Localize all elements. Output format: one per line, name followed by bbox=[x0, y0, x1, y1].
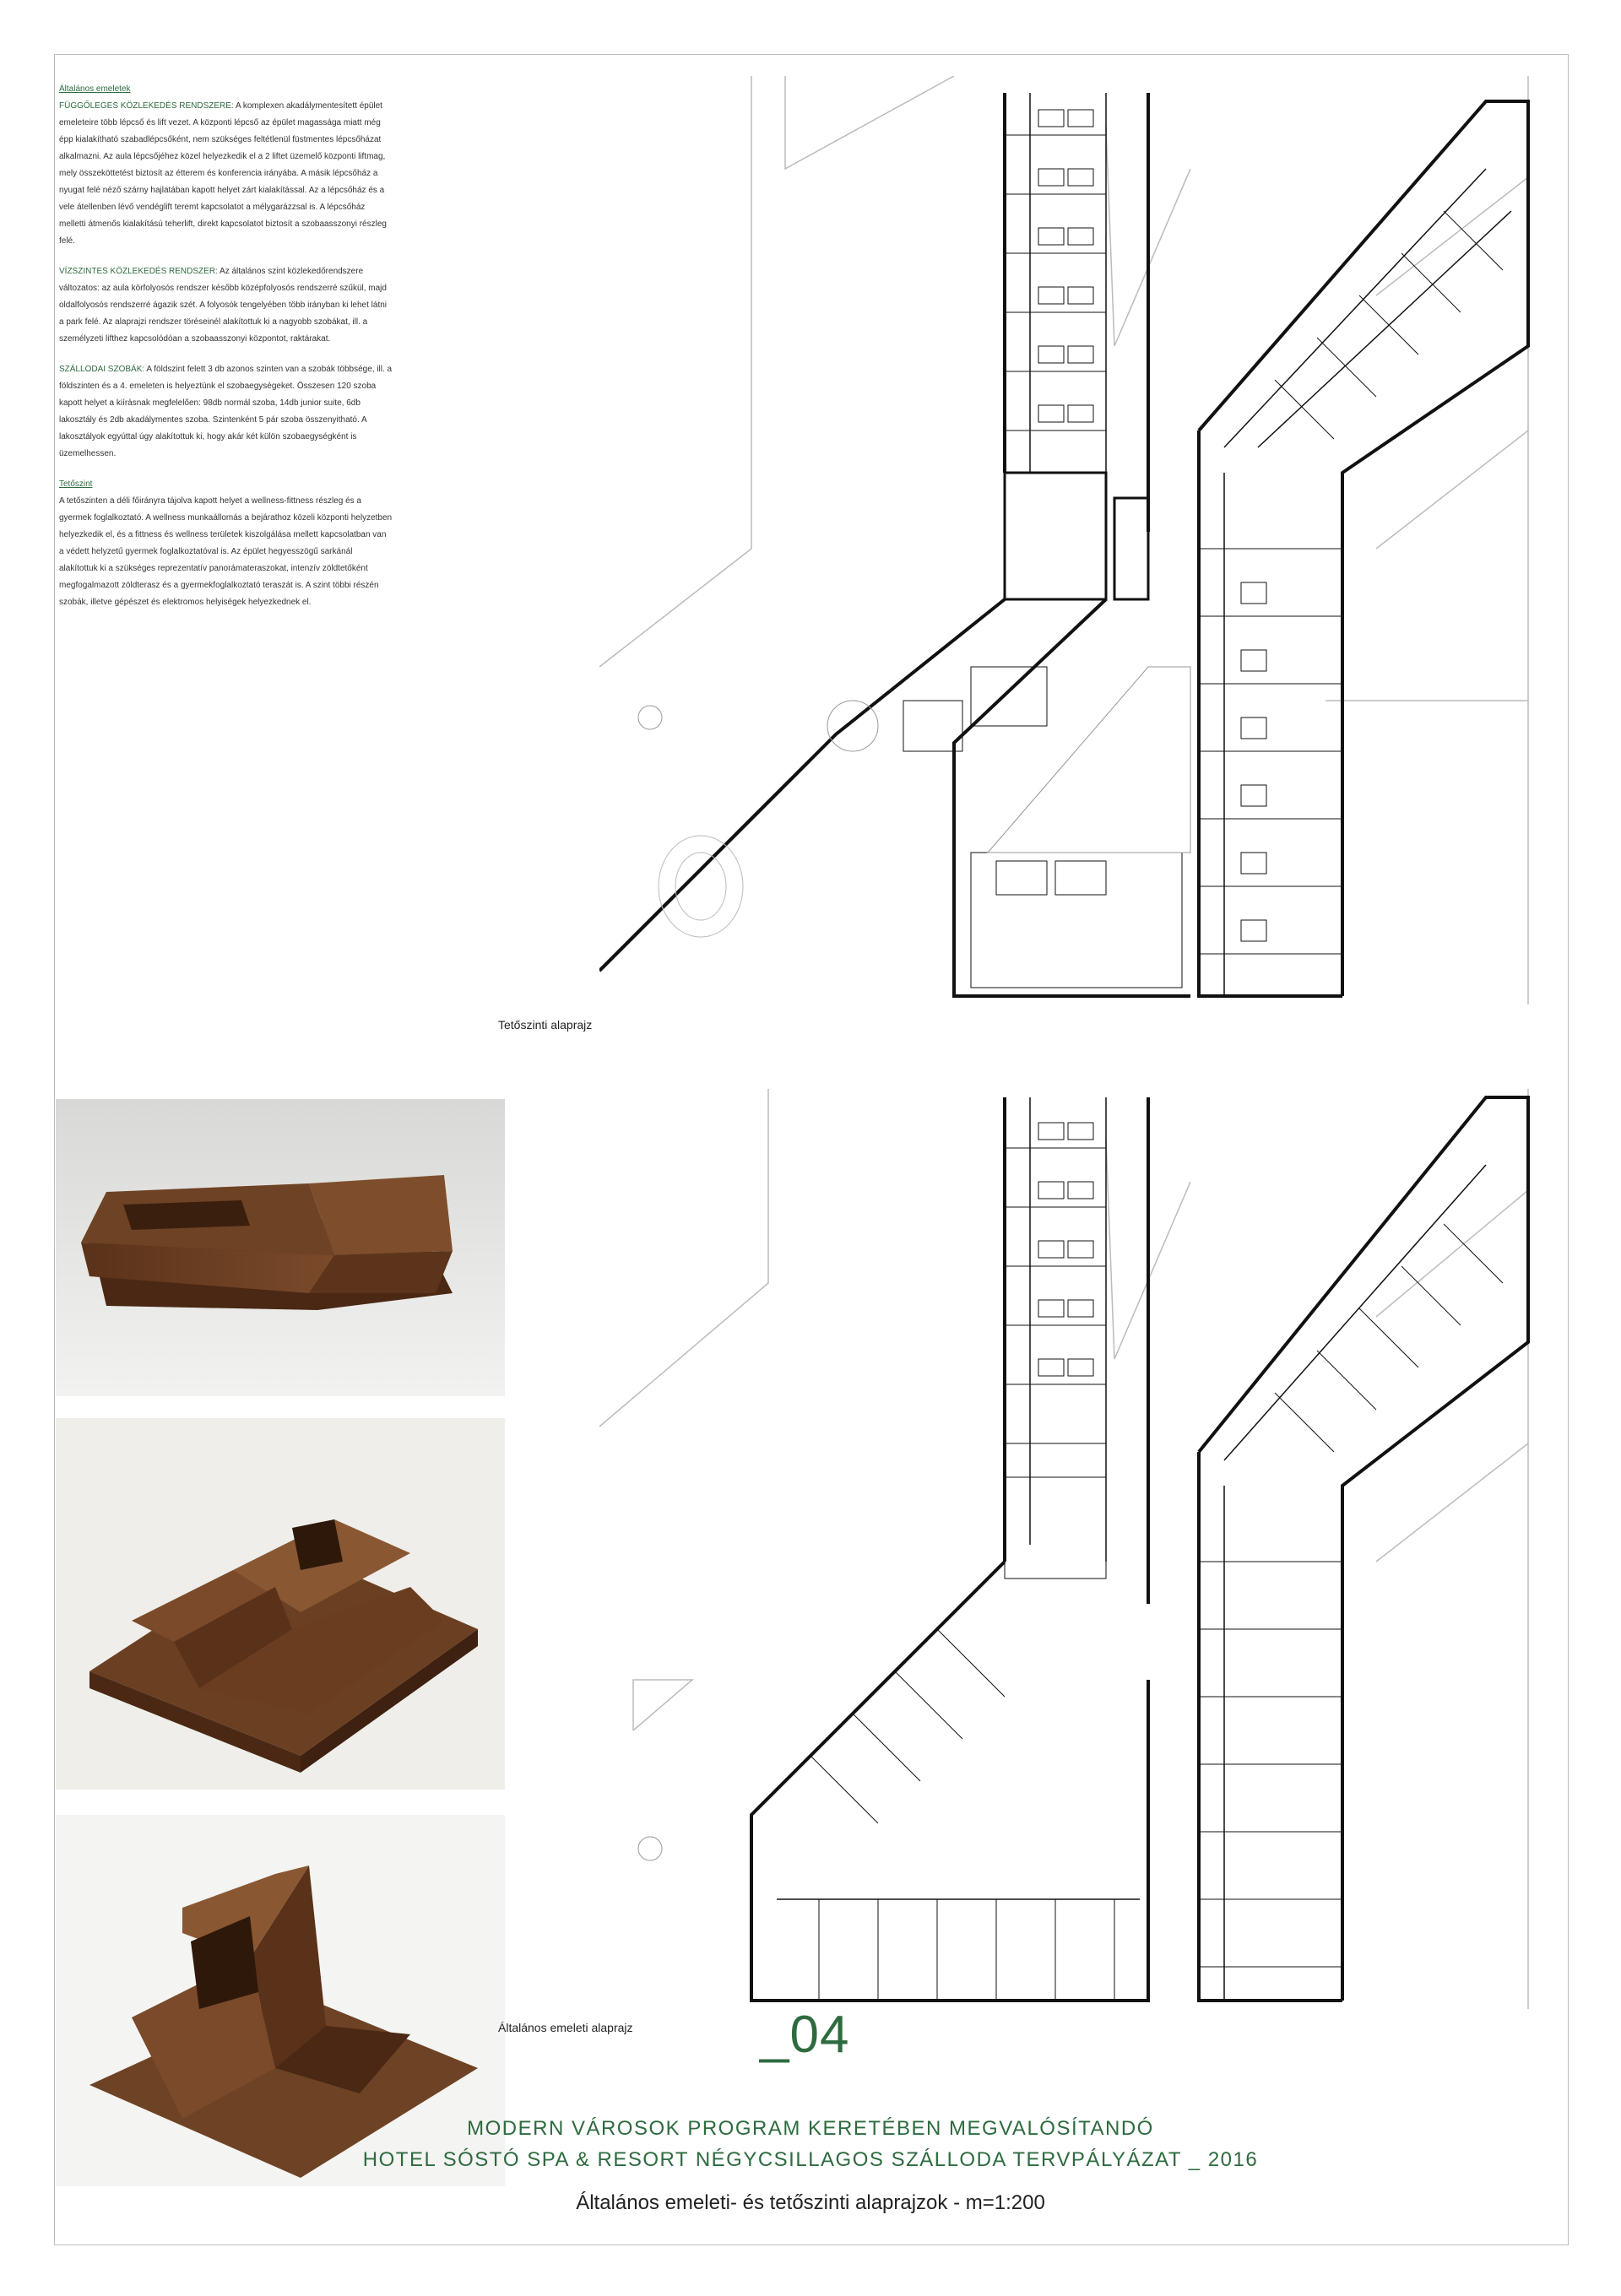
heading-hotel-rooms: SZÁLLODAI SZOBÁK: bbox=[59, 365, 147, 374]
typical-plan-caption: Általános emeleti alaprajz bbox=[498, 2021, 633, 2034]
footer-title-line-2: HOTEL SÓSTÓ SPA & RESORT NÉGYCSILLAGOS SZÁLLODA TERVPÁLYÁZAT _ 2016 bbox=[362, 2148, 1259, 2171]
roof-plan-caption: Tetőszinti alaprajz bbox=[498, 1018, 593, 1032]
footer-title-line-1: MODERN VÁROSOK PROGRAM KERETÉBEN MEGVALÓSÍTANDÓ bbox=[467, 2117, 1154, 2140]
body-roof-level: A tetőszinten a déli főirányra tájolva kapott helyet a wellness-fittness részleg és a gyermek foglalkoztató. A wellness munkaállomás a bejárathoz közeli központi helyzetben helyezkedik el, és a fittness és wellness területek kiszolgálása mellett kapcsolatban van a védett helyzetű gyermek foglalkoztatóval is. Az épület hegyesszögű sarkánál alakítottuk ki a szükséges reprezentatív panorámateraszokat, intenzív zöldtetőként megfogalmazott zöldterasz és a gyermekfoglalkoztató teraszát is. A szint többi részén szobák, illetve gépészet és elektromos helyiségek helyezkednek el. bbox=[59, 496, 393, 607]
body-vertical-circulation: A komplexen akadálymentesített épület emeleteire több lépcső és lift vezet. A központi lépcső az épület magassága miatt még épp kialakítható szabadlépcsőként, nem szükséges feltétlenül füstmentes lépcsőházat alkalmazni. Az aula lépcsőjéhez közel helyezkedik el a 2 liftet üzemelő központi liftmag, mely összeköttetést biztosít az étterem és konferencia irányába. A másik lépcsőház a nyugat felé néző szárny hajlatában kapott helyet zárt kialakítással. Az a lépcsőház és a vele átellenben lévő vendéglift teremt kapcsolatot a mélygarázzsal is. A lépcsőház melletti átmenős kialakítású teherlift, direkt kapcsolatot biztosít a szobaasszonyi részleg felé. bbox=[59, 101, 387, 246]
body-hotel-rooms: A földszint felett 3 db azonos szinten van a szobák többsége, ill. a földszinten és a 4. emeleten is helyeztünk el szobaegységeket. Összesen 120 szoba kapott helyet a kiírásnak megfelelően: 98db normál szoba, 14db junior suite, 6db lakosztály és 2db akadálymentes szoba. Szintenként 5 pár szoba összenyitható. A lakosztályok egyúttal úgy alakítottuk ki, hogy akár két külön szobaegységként is üzemelhessen. bbox=[59, 365, 393, 458]
section-title-general-floors: Általános emeletek bbox=[59, 84, 131, 94]
body-horizontal-circulation: Az általános szint közlekedőrendszere változatos: az aula körfolyosós rendszer később középfolyosós rendszerré szűkül, majd oldalfolyosós rendszerré ágazik szét. A folyosók tengelyében több irányban ki lehet látni a park felé. Az alaprajzi rendszer töréseinél alakítottuk ki a nagyobb szobákat, ill. a személyzeti lifthez kapcsolódóan a szobaasszonyi központot, raktárakat. bbox=[59, 267, 388, 344]
description-column bbox=[59, 81, 393, 625]
typical-floor-plan bbox=[599, 1089, 1562, 2022]
model-photo-2 bbox=[56, 1418, 505, 1790]
section-title-roof-level: Tetőszint bbox=[59, 479, 93, 489]
page-number: _04 bbox=[760, 2006, 850, 2064]
heading-vertical-circulation: FÜGGŐLEGES KÖZLEKEDÉS RENDSZERE: bbox=[59, 101, 236, 111]
model-photo-1 bbox=[56, 1099, 505, 1396]
heading-horizontal-circulation: VÍZSZINTES KÖZLEKEDÉS RENDSZER: bbox=[59, 267, 220, 276]
roof-level-floor-plan bbox=[599, 76, 1562, 1026]
footer-subtitle: Általános emeleti- és tetőszinti alaprajzok - m=1:200 bbox=[576, 2191, 1045, 2214]
